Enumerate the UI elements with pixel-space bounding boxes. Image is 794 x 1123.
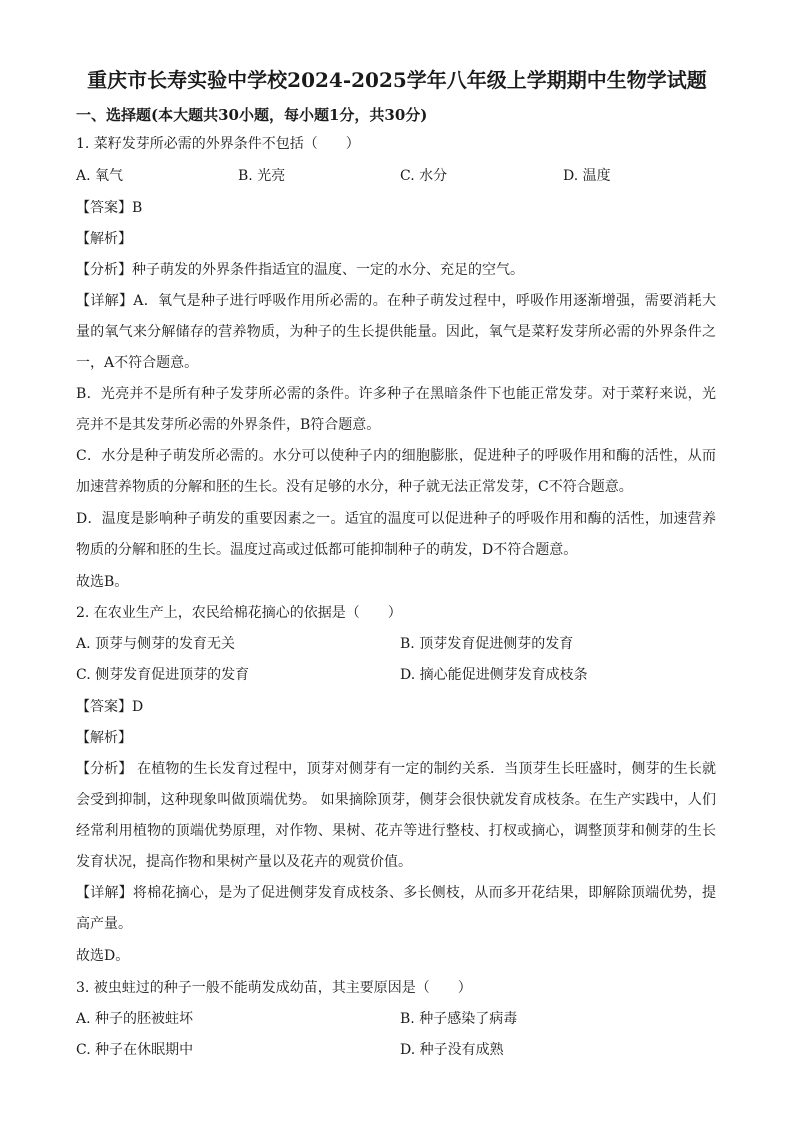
- question-1-answer: 【答案】B: [76, 200, 143, 216]
- question-1-stem: 1. 菜籽发芽所必需的外界条件不包括（ ）: [76, 136, 360, 152]
- question-2-option-a: A. 顶芽与侧芽的发育无关: [76, 636, 236, 652]
- question-1-detail-b: B．光亮并不是所有种子发芽所必需的条件。许多种子在黑暗条件下也能正常发芽。对于菜籽来说，光亮并不是其发芽所必需的外界条件，B符合题意。: [76, 386, 716, 433]
- question-2-answer: 【答案】D: [76, 699, 144, 715]
- question-2-option-c: C. 侧芽发育促进顶芽的发育: [76, 667, 250, 683]
- question-1-option-d: D. 温度: [563, 168, 611, 184]
- page-title: 重庆市长寿实验中学校2024-2025学年八年级上学期期中生物学试题: [87, 68, 707, 92]
- question-2-analysis-label: 【解析】: [76, 730, 132, 746]
- question-3-option-c: C. 种子在休眠期中: [76, 1042, 194, 1058]
- question-2-conclusion: 故选D。: [76, 948, 130, 964]
- question-2-option-d: D. 摘心能促进侧芽发育成枝条: [400, 667, 588, 683]
- question-3-option-d: D. 种子没有成熟: [400, 1042, 504, 1058]
- question-1-option-c: C. 水分: [400, 168, 448, 184]
- section-heading: 一、选择题(本大题共30小题，每小题1分，共30分): [76, 106, 428, 124]
- question-1-analysis-label: 【解析】: [76, 231, 132, 247]
- question-2-option-b: B. 顶芽发育促进侧芽的发育: [400, 636, 574, 652]
- question-2-detail: 【详解】将棉花摘心，是为了促进侧芽发育成枝条、多长侧枝，从而多开花结果，即解除顶端优势，提高产量。: [76, 885, 716, 932]
- question-3-option-b: B. 种子感染了病毒: [400, 1011, 518, 1027]
- question-1-detail-d: D．温度是影响种子萌发的重要因素之一。适宜的温度可以促进种子的呼吸作用和酶的活性，加速营养物质的分解和胚的生长。温度过高或过低都可能抑制种子的萌发，D不符合题意。: [76, 511, 716, 558]
- question-3-option-a: A. 种子的胚被蛀坏: [76, 1011, 194, 1027]
- question-1-conclusion: 故选B。: [76, 574, 129, 590]
- question-2-fenxi: 【分析】 在植物的生长发育过程中，顶芽对侧芽有一定的制约关系．当顶芽生长旺盛时，侧芽的生长就会受到抑制，这种现象叫做顶端优势。 如果摘除顶芽，侧芽会很快就发育成枝条。在生产实践中，人们经常利用植物的顶端优势原理，对作物、果树、花卉等进行整枝、打杈或摘心，调整顶芽和侧芽的生长发育状况，提高作物和果树产量以及花卉的观赏价值。: [76, 761, 716, 870]
- question-2-stem: 2. 在农业生产上，农民给棉花摘心的依据是（ ）: [76, 605, 402, 621]
- question-1-fenxi: 【分析】种子萌发的外界条件指适宜的温度、一定的水分、充足的空气。: [76, 262, 524, 278]
- question-1-detail-c: C．水分是种子萌发所必需的。水分可以使种子内的细胞膨胀，促进种子的呼吸作用和酶的活性，从而加速营养物质的分解和胚的生长。没有足够的水分，种子就无法正常发芽，C不符合题意。: [76, 448, 716, 495]
- question-1-detail-a: 【详解】A．氧气是种子进行呼吸作用所必需的。在种子萌发过程中，呼吸作用逐渐增强，需要消耗大量的氧气来分解储存的营养物质，为种子的生长提供能量。因此，氧气是菜籽发芽所必需的外界条件之一，A不符合题意。: [76, 293, 716, 371]
- question-1-option-b: B. 光亮: [238, 168, 286, 184]
- question-1-option-a: A. 氧气: [76, 168, 124, 184]
- question-3-stem: 3. 被虫蛀过的种子一般不能萌发成幼苗，其主要原因是（ ）: [76, 980, 472, 996]
